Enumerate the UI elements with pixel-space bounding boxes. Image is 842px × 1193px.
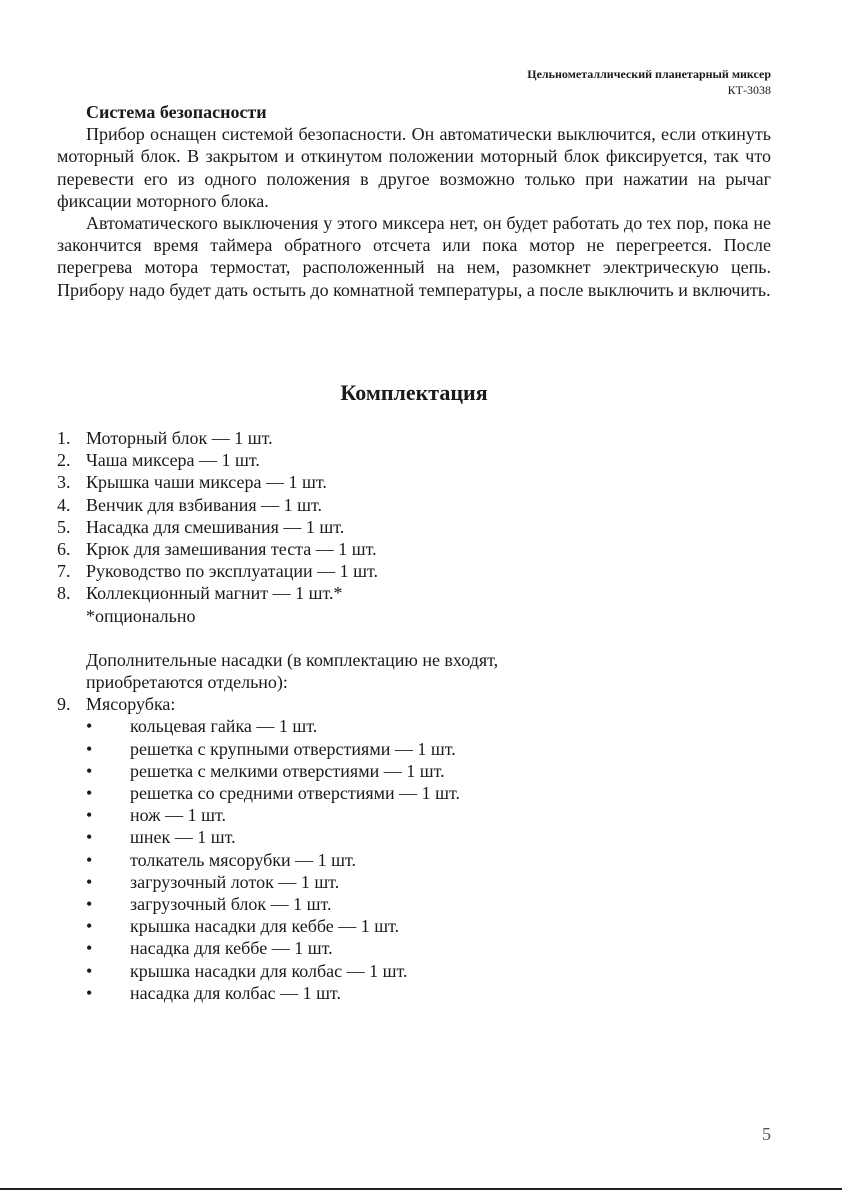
kit-item <box>57 538 757 560</box>
kit-item-number: 8. <box>57 583 71 604</box>
grinder-part-text: загрузочный лоток — 1 шт. <box>130 871 340 892</box>
grinder-part <box>57 893 757 915</box>
kit-item-number: 1. <box>57 428 71 448</box>
kit-item <box>57 494 757 516</box>
grinder-part-text: крышка насадки для колбас — 1 шт. <box>130 960 408 981</box>
grinder-part <box>57 849 757 871</box>
bullet-icon: • <box>86 938 93 959</box>
kit-item <box>57 516 757 538</box>
page-number: 5 <box>762 1124 771 1144</box>
running-header <box>527 66 771 98</box>
bullet-icon: • <box>86 738 93 759</box>
grinder-part-text: крышка насадки для кеббе — 1 шт. <box>130 916 400 937</box>
kit-item-grinder <box>57 693 757 715</box>
bullet-icon: • <box>86 894 93 915</box>
kit-item <box>57 582 757 604</box>
safety-paragraph-1: Прибор оснащен системой безопасности. Он автоматически выключится, если откинуть моторный блок. В закрытом и откинутом положении моторный блок фиксируется, так что перевести его из одного положения в другое возможно только при нажатии на рычаг фиксации моторного блока. <box>57 124 771 211</box>
kit-item-text: Мясорубка: <box>86 694 176 715</box>
grinder-part-text: нож — 1 шт. <box>130 805 226 826</box>
grinder-part-text: решетка со средними отверстиями — 1 шт. <box>130 783 461 804</box>
grinder-part <box>57 826 757 848</box>
grinder-part-text: насадка для колбас — 1 шт. <box>130 982 341 1003</box>
header-product-title: Цельнометаллический планетарный миксер <box>527 67 771 81</box>
kit-item-number: 3. <box>57 472 71 493</box>
kit-item-text: Коллекционный магнит — 1 шт.* <box>86 583 343 604</box>
kit-item <box>57 449 757 471</box>
grinder-part-text: толкатель мясорубки — 1 шт. <box>130 849 357 870</box>
safety-paragraph-2: Автоматического выключения у этого миксера нет, он будет работать до тех пор, пока не закончится время таймера обратного отсчета или пока мотор не перегреется. После перегрева мотора термостат, расположенный на нем, разомкнет электрическую цепь. Прибору надо будет дать остыть до комнатной температуры, а после выключить и включить. <box>57 213 771 300</box>
grinder-part-text: насадка для кеббе — 1 шт. <box>130 938 333 959</box>
grinder-part <box>57 915 757 937</box>
bullet-icon: • <box>86 960 93 981</box>
bullet-icon: • <box>86 716 93 737</box>
bullet-icon: • <box>86 982 93 1003</box>
grinder-part <box>57 782 757 804</box>
extra-note-line: приобретаются отдельно): <box>86 672 288 693</box>
bullet-icon: • <box>86 805 93 826</box>
extra-note-line: Дополнительные насадки (в комплектацию не входят, <box>86 649 499 670</box>
bullet-icon: • <box>86 783 93 804</box>
kit-item-text: Чаша миксера — 1 шт. <box>86 450 260 471</box>
grinder-part <box>57 960 757 982</box>
grinder-part-text: решетка с мелкими отверстиями — 1 шт. <box>130 760 445 781</box>
kit-list <box>57 427 757 1004</box>
safety-heading: Система безопасности <box>86 102 267 122</box>
header-model-number: КТ-3038 <box>727 83 771 97</box>
kit-item-number: 4. <box>57 494 71 515</box>
grinder-part <box>57 715 757 737</box>
grinder-part <box>57 937 757 959</box>
grinder-part-text: кольцевая гайка — 1 шт. <box>130 716 318 737</box>
extra-attachments-note <box>57 649 757 693</box>
kit-item-number: 7. <box>57 561 71 582</box>
grinder-part-text: загрузочный блок — 1 шт. <box>130 894 332 915</box>
page-bottom-rule <box>0 1188 842 1190</box>
grinder-part <box>57 804 757 826</box>
kit-item-text: Крышка чаши миксера — 1 шт. <box>86 472 327 493</box>
bullet-icon: • <box>86 871 93 892</box>
grinder-part-text: решетка с крупными отверстиями — 1 шт. <box>130 738 456 759</box>
grinder-part-text: шнек — 1 шт. <box>130 827 236 848</box>
kit-item-text: Венчик для взбивания — 1 шт. <box>86 494 323 515</box>
kit-item <box>57 427 757 449</box>
bullet-icon: • <box>86 827 93 848</box>
bullet-icon: • <box>86 760 93 781</box>
safety-section <box>57 101 771 301</box>
grinder-part <box>57 871 757 893</box>
kit-item <box>57 560 757 582</box>
kit-item-number: 5. <box>57 516 71 537</box>
kit-title: Комплектация <box>340 380 488 405</box>
bullet-icon: • <box>86 849 93 870</box>
kit-item-text: Крюк для замешивания теста — 1 шт. <box>86 539 377 560</box>
grinder-part <box>57 982 757 1004</box>
kit-item-text: Руководство по эксплуатации — 1 шт. <box>86 561 378 582</box>
grinder-part <box>57 760 757 782</box>
kit-item-text: Моторный блок — 1 шт. <box>86 428 273 448</box>
kit-item-text: Насадка для смешивания — 1 шт. <box>86 516 345 537</box>
optional-footnote: *опционально <box>86 605 196 626</box>
kit-item-number: 6. <box>57 539 71 560</box>
kit-item <box>57 471 757 493</box>
grinder-part <box>57 738 757 760</box>
bullet-icon: • <box>86 916 93 937</box>
kit-item-number: 2. <box>57 450 71 471</box>
kit-item-number: 9. <box>57 694 71 715</box>
